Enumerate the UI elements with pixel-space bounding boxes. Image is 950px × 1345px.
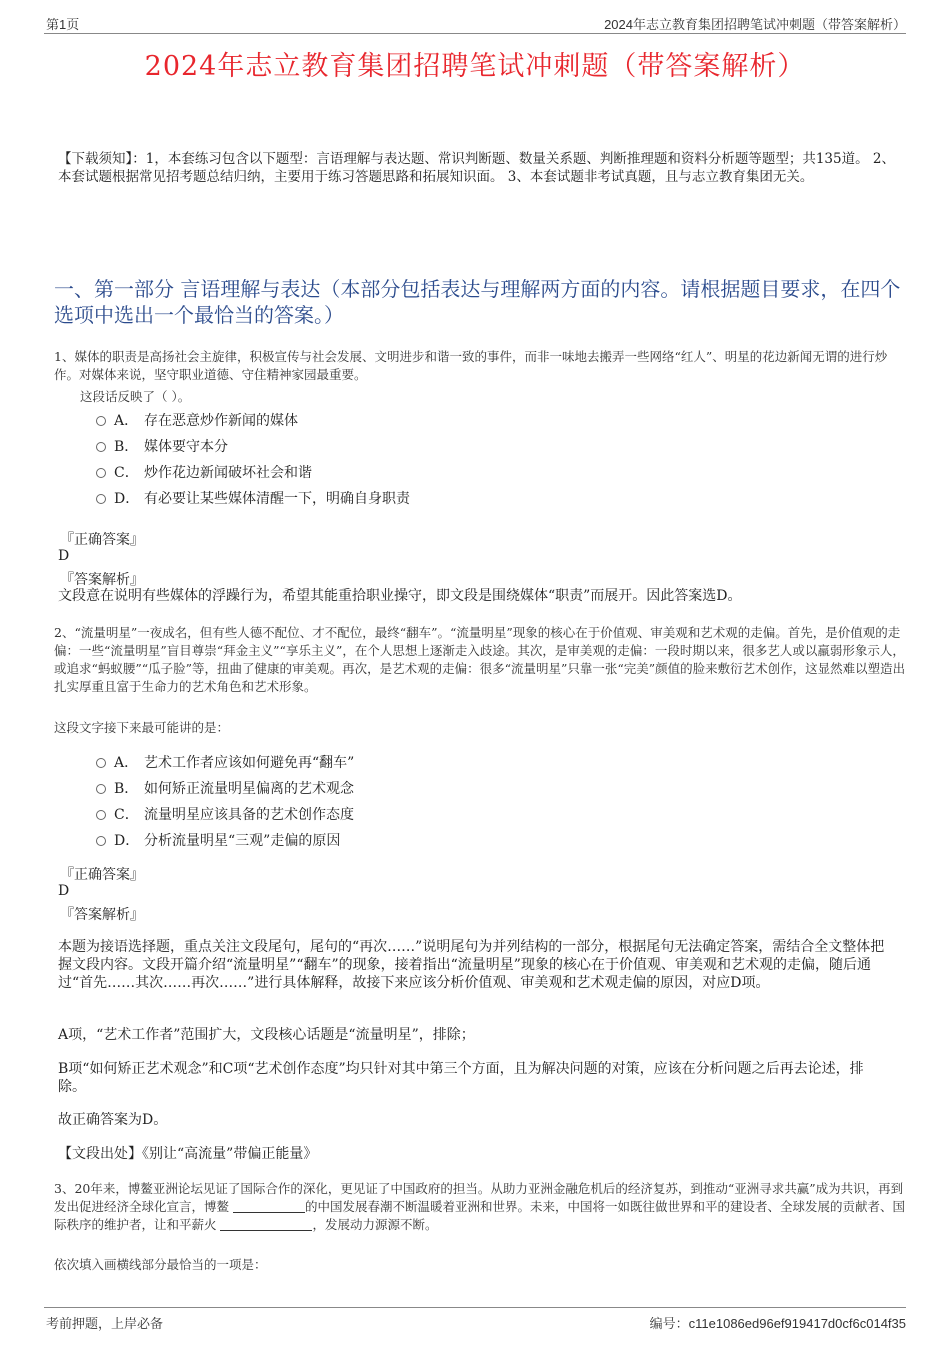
- q1-analysis-label: 『答案解析』: [60, 572, 144, 588]
- radio-icon[interactable]: [96, 836, 106, 846]
- q2-option-d[interactable]: D． 分析流量明星“三观”走偏的原因: [96, 830, 340, 852]
- question-3-stem: 3、20年来，博鳌亚洲论坛见证了国际合作的深化，更见证了中国政府的担当。从助力亚洲金融危机后的经济复苏，到推动“亚洲寻求共赢”成为共识，再到发出促进经济全球化宣言，博鳌 的中国发展春潮不断温暖着亚洲和世界。未来，中国将一如既往做世界和平的建设者、全球发展的贡献者、国际秩序的维护者，让和平薪火 ，发展动力源源不断。: [54, 1181, 905, 1232]
- footer-rule: [44, 1307, 906, 1308]
- page-number: 第1页: [46, 17, 80, 32]
- q1-option-d[interactable]: D． 有必要让某些媒体清醒一下，明确自身职责: [96, 488, 410, 510]
- question-3-prompt: 依次填入画横线部分最恰当的一项是：: [54, 1257, 267, 1272]
- q2-analysis-paragraph-4: 故正确答案为D。: [58, 1112, 168, 1128]
- q1-answer: D: [58, 548, 70, 564]
- header-rule: [44, 33, 906, 34]
- fill-blank-2[interactable]: [220, 1218, 312, 1231]
- q2-source-title: 《别让“高流量”带偏正能量》: [142, 1146, 318, 1162]
- q2-option-a[interactable]: A． 艺术工作者应该如何避免再“翻车”: [96, 752, 354, 774]
- fill-blank-1[interactable]: [233, 1200, 305, 1213]
- section-title: 一、第一部分 言语理解与表达（本部分包括表达与理解两方面的内容。请根据题目要求，在四个选项中选出一个最恰当的答案。）: [54, 277, 901, 327]
- q2-analysis-paragraph-3: B项“如何矫正艺术观念”和C项“艺术创作态度”均只针对其中第三个方面，且为解决问题的对策，应该在分析问题之后再去论述，排除。: [58, 1061, 864, 1095]
- page-title: 2024年志立教育集团招聘笔试冲刺题（带答案解析）: [144, 51, 806, 82]
- question-1-prompt: 这段话反映了（ ）。: [80, 389, 191, 404]
- radio-icon[interactable]: [96, 468, 106, 478]
- q2-analysis-paragraph-1: 本题为接语选择题，重点关注文段尾句，尾句的“再次……”说明尾句为并列结构的一部分，根据尾句无法确定答案，需结合全文整体把握文段内容。文段开篇介绍“流量明星”“翻车”的现象，接着指出“流量明星”现象的核心在于价值观、审美观和艺术观的走偏，随后通过“首先……其次……再次……”进行具体解释，故接下来应该分析价值观、审美观和艺术观走偏的原因，对应D项。: [58, 939, 885, 991]
- q1-option-a[interactable]: A． 存在恶意炒作新闻的媒体: [96, 410, 298, 432]
- running-header-title: 2024年志立教育集团招聘笔试冲刺题（带答案解析）: [604, 17, 906, 32]
- footer-doc-code: 编号：c11e1086ed96ef919417d0cf6c014f35: [649, 1316, 906, 1331]
- question-2-prompt: 这段文字接下来最可能讲的是：: [54, 720, 230, 735]
- radio-icon[interactable]: [96, 758, 106, 768]
- q1-answer-label: 『正确答案』: [60, 532, 144, 548]
- q2-source: [58, 1145, 888, 1163]
- footer-slogan: 考前押题，上岸必备: [46, 1316, 164, 1331]
- q1-option-c[interactable]: C． 炒作花边新闻破坏社会和谐: [96, 462, 312, 484]
- q2-option-c[interactable]: C． 流量明星应该具备的艺术创作态度: [96, 804, 354, 826]
- download-notice: 【下载须知】：1，本套练习包含以下题型：言语理解与表达题、常识判断题、数量关系题、判断推理题和资料分析题等题型；共135道。 2、本套试题根据常见招考题总结归纳，主要用于练习答题思路和拓展知识面。 3、本套试题非考试真题，且与志立教育集团无关。: [58, 151, 895, 185]
- radio-icon[interactable]: [96, 810, 106, 820]
- q1-option-b[interactable]: B． 媒体要守本分: [96, 436, 228, 458]
- q1-analysis: 文段意在说明有些媒体的浮躁行为，希望其能重拾职业操守，即文段是围绕媒体“职责”而展开。因此答案选D。: [58, 588, 742, 604]
- q2-analysis-paragraph-2: A项，“艺术工作者”范围扩大，文段核心话题是“流量明星”，排除；: [58, 1027, 475, 1043]
- q2-answer-label: 『正确答案』: [60, 867, 144, 883]
- radio-icon[interactable]: [96, 442, 106, 452]
- radio-icon[interactable]: [96, 784, 106, 794]
- q2-source-label: 【文段出处】: [58, 1146, 142, 1162]
- question-2-stem: 2、“流量明星”一夜成名，但有些人德不配位、才不配位，最终“翻车”。“流量明星”现象的核心在于价值观、审美观和艺术观的走偏。首先，是价值观的走偏：一些“流量明星”盲目尊崇“拜金主义”“享乐主义”，在个人思想上逐渐走入歧途。其次，是审美观的走偏：一段时期以来，很多艺人或以羸弱形象示人，或追求“蚂蚁腰”“瓜子脸”等，扭曲了健康的审美观。再次，是艺术观的走偏：很多“流量明星”只靠一张“完美”颜值的脸来敷衍艺术创作，这显然难以塑造出扎实厚重且富于生命力的艺术角色和艺术形象。: [54, 625, 906, 694]
- q2-answer: D: [58, 883, 70, 899]
- radio-icon[interactable]: [96, 494, 106, 504]
- q2-option-b[interactable]: B． 如何矫正流量明星偏离的艺术观念: [96, 778, 354, 800]
- q2-analysis-label: 『答案解析』: [60, 907, 144, 923]
- radio-icon[interactable]: [96, 416, 106, 426]
- question-1-stem: 1、媒体的职责是高扬社会主旋律，积极宣传与社会发展、文明进步和谐一致的事件，而非一味地去搬弄一些网络“红人”、明星的花边新闻无谓的进行炒作。对媒体来说，坚守职业道德、守住精神家园最重要。: [54, 349, 888, 382]
